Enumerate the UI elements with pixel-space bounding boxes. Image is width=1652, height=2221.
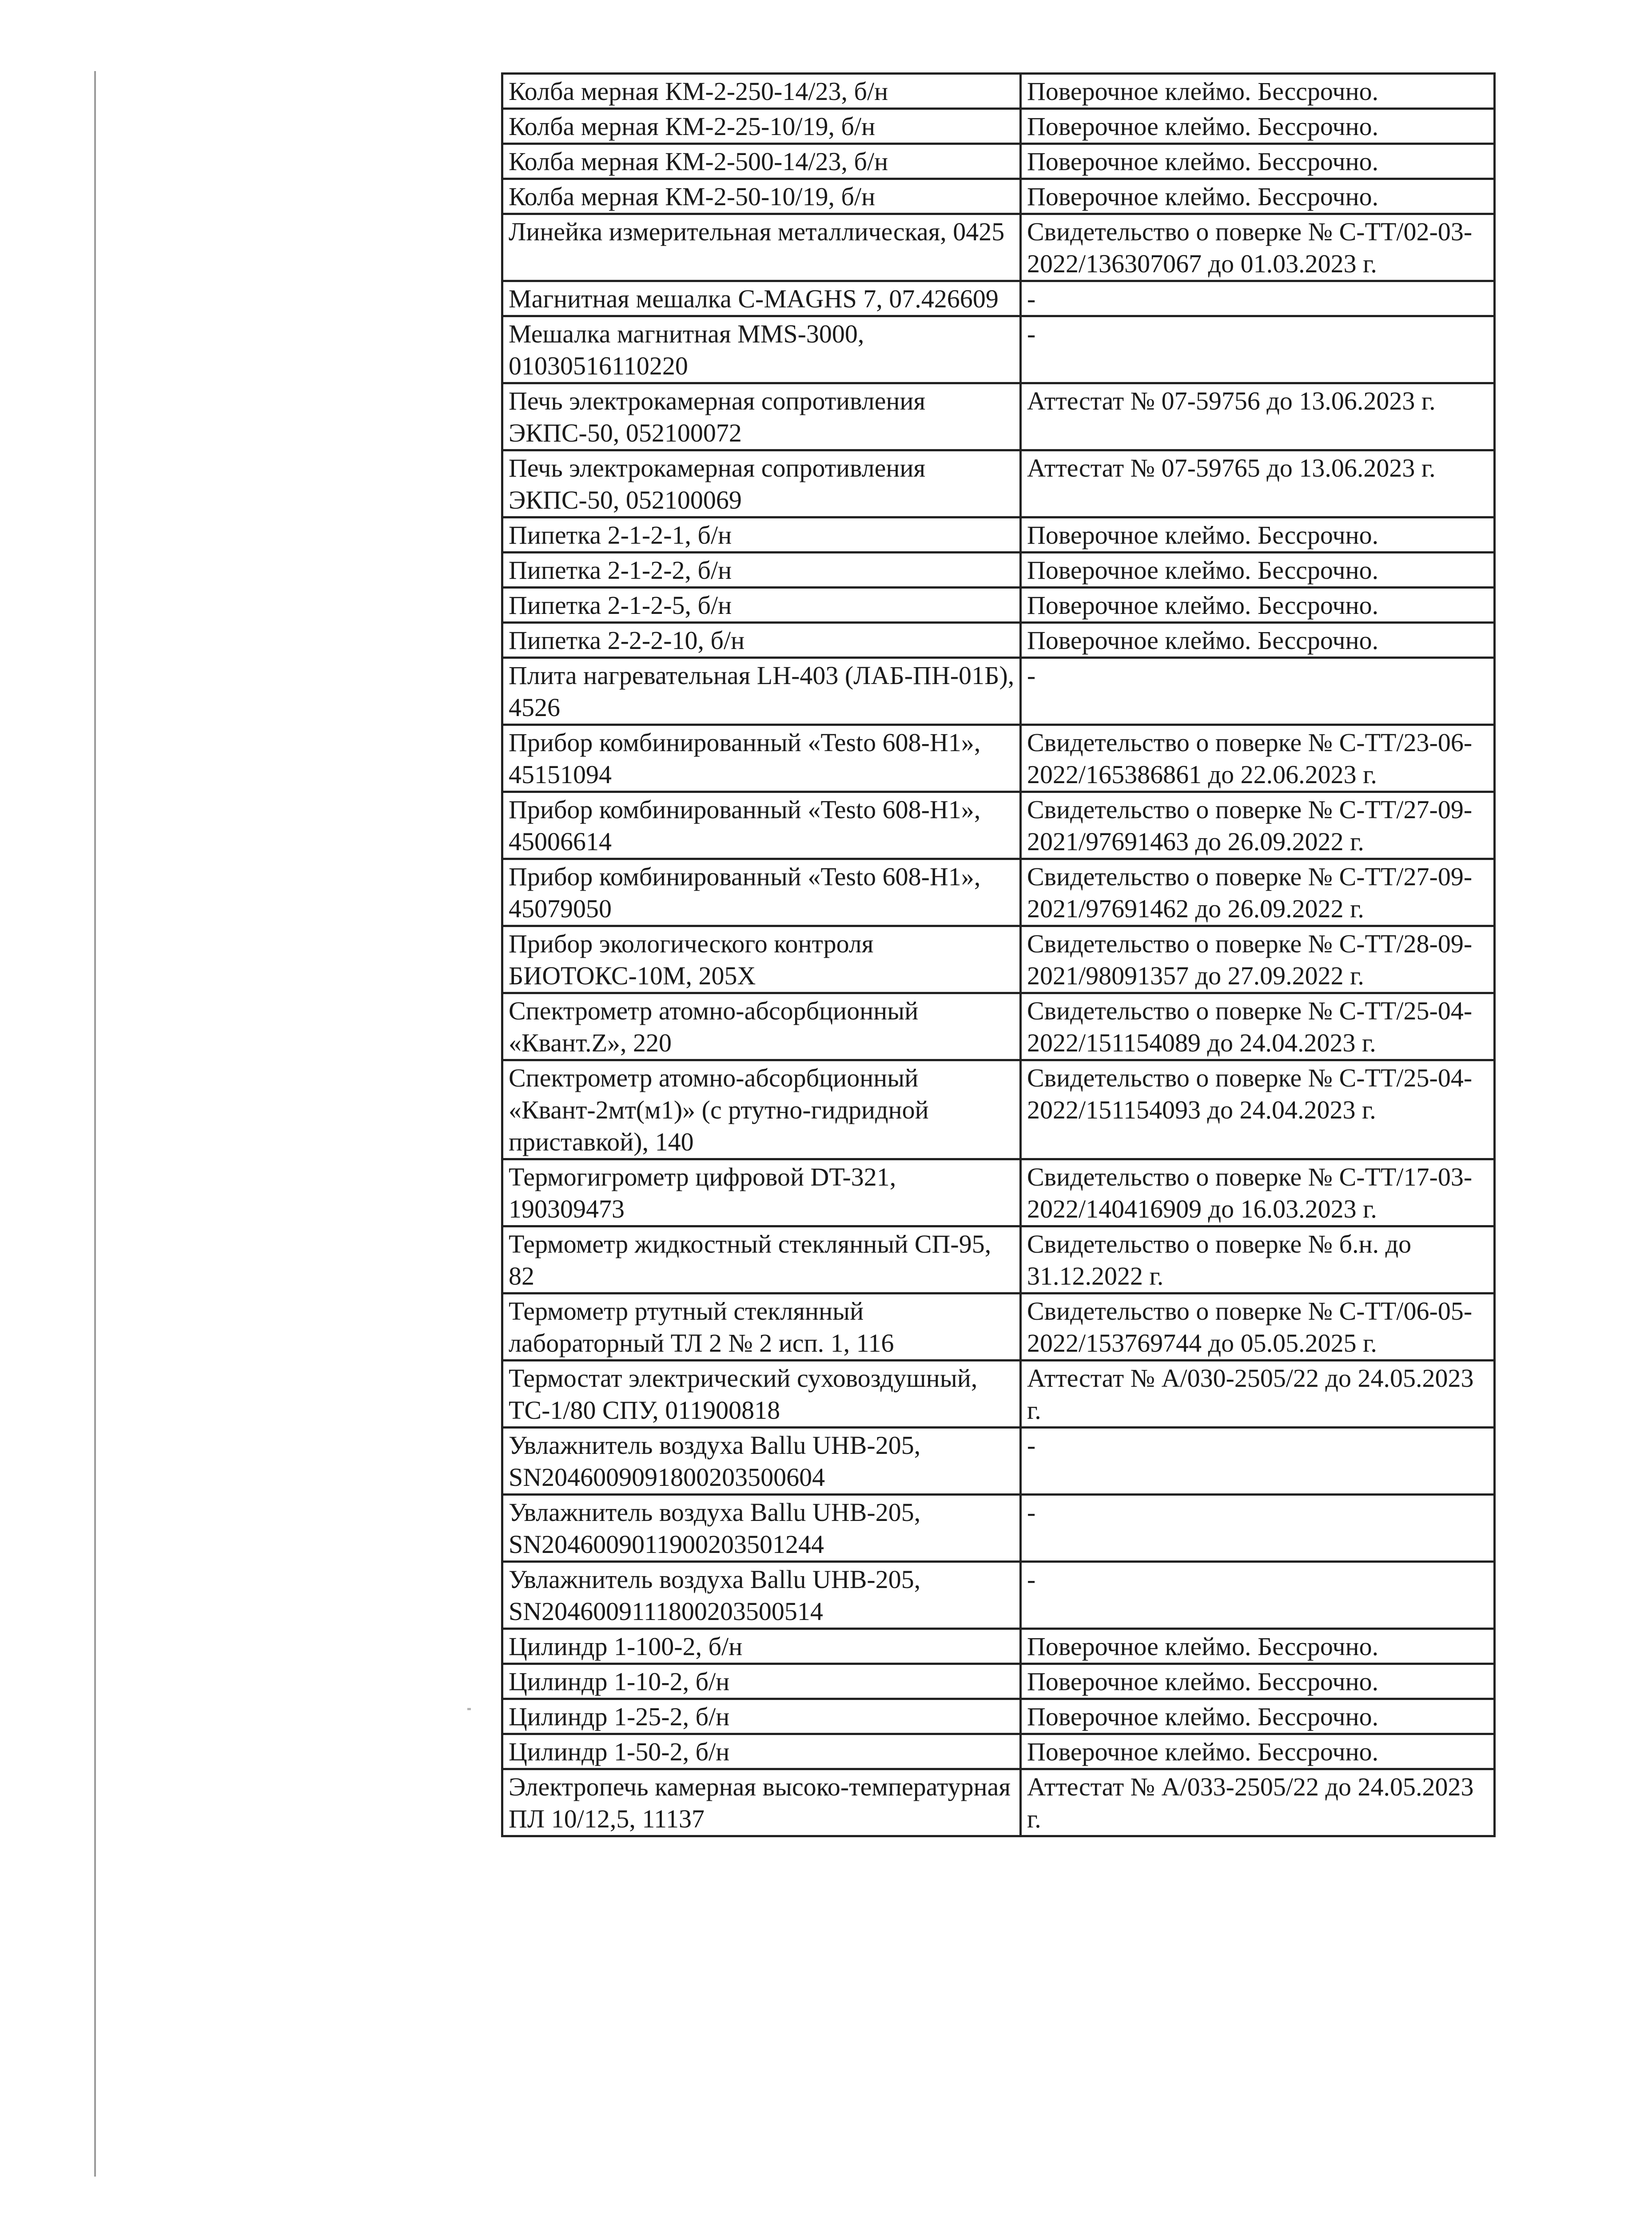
table-row (502, 281, 1495, 316)
equipment-name-cell: Мешалка магнитная MMS-3000, 01030516110220 (502, 316, 1021, 383)
table-row (502, 553, 1495, 588)
verification-doc-cell: Аттестат № 07-59756 до 13.06.2023 г. (1021, 383, 1495, 450)
verification-doc-cell: Свидетельство о поверке № С-ТТ/27-09-2021/97691463 до 26.09.2022 г. (1021, 792, 1495, 859)
table-row (502, 214, 1495, 281)
equipment-name-cell: Печь электрокамерная сопротивления ЭКПС-50, 052100072 (502, 383, 1021, 450)
equipment-name-cell: Пипетка 2-1-2-5, б/н (502, 588, 1021, 623)
verification-doc-cell: Аттестат № 07-59765 до 13.06.2023 г. (1021, 450, 1495, 517)
verification-doc-cell: Свидетельство о поверке № С-ТТ/02-03-2022/136307067 до 01.03.2023 г. (1021, 214, 1495, 281)
equipment-name-cell: Термометр ртутный стеклянный лабораторный ТЛ 2 № 2 исп. 1, 116 (502, 1294, 1021, 1361)
verification-doc-cell: - (1021, 281, 1495, 316)
table-row (502, 1664, 1495, 1699)
verification-doc-cell: Поверочное клеймо. Бессрочно. (1021, 553, 1495, 588)
verification-doc-cell: Поверочное клеймо. Бессрочно. (1021, 74, 1495, 109)
equipment-name-cell: Пипетка 2-1-2-1, б/н (502, 517, 1021, 553)
equipment-name-cell: Термостат электрический суховоздушный, ТС-1/80 СПУ, 011900818 (502, 1361, 1021, 1428)
verification-doc-cell: Свидетельство о поверке № С-ТТ/27-09-2021/97691462 до 26.09.2022 г. (1021, 859, 1495, 926)
table-row (502, 1428, 1495, 1495)
verification-doc-cell: Свидетельство о поверке № С-ТТ/17-03-2022/140416909 до 16.03.2023 г. (1021, 1159, 1495, 1226)
equipment-name-cell: Печь электрокамерная сопротивления ЭКПС-50, 052100069 (502, 450, 1021, 517)
table-row (502, 792, 1495, 859)
verification-doc-cell: - (1021, 658, 1495, 725)
table-row (502, 450, 1495, 517)
table-row (502, 1294, 1495, 1361)
table-row (502, 1361, 1495, 1428)
equipment-name-cell: Спектрометр атомно-абсорбционный «Квант-2мт(м1)» (с ртутно-гидридной приставкой), 140 (502, 1060, 1021, 1159)
verification-doc-cell: Аттестат № А/030-2505/22 до 24.05.2023 г. (1021, 1361, 1495, 1428)
verification-doc-cell: Свидетельство о поверке № С-ТТ/23-06-2022/165386861 до 22.06.2023 г. (1021, 725, 1495, 792)
verification-doc-cell: - (1021, 316, 1495, 383)
equipment-name-cell: Колба мерная КМ-2-25-10/19, б/н (502, 109, 1021, 144)
table-row (502, 179, 1495, 214)
equipment-table-body (502, 74, 1495, 1836)
table-row (502, 517, 1495, 553)
equipment-name-cell: Плита нагревательная LH-403 (ЛАБ-ПН-01Б), 4526 (502, 658, 1021, 725)
table-row (502, 1562, 1495, 1629)
equipment-name-cell: Увлажнитель воздуха Ballu UHB-205, SN204600909180020350060​4 (502, 1428, 1021, 1495)
equipment-name-cell: Цилиндр 1-100-2, б/н (502, 1629, 1021, 1664)
verification-doc-cell: Поверочное клеймо. Бессрочно. (1021, 588, 1495, 623)
verification-doc-cell: Свидетельство о поверке № С-ТТ/25-04-2022/151154089 до 24.04.2023 г. (1021, 993, 1495, 1060)
binding-margin-line (94, 71, 96, 2177)
equipment-name-cell: Спектрометр атомно-абсорбционный «Квант.Z», 220 (502, 993, 1021, 1060)
table-row (502, 1769, 1495, 1836)
table-row (502, 316, 1495, 383)
equipment-name-cell: Магнитная мешалка C-MAGHS 7, 07.426609 (502, 281, 1021, 316)
equipment-name-cell: Линейка измерительная металлическая, 0425 (502, 214, 1021, 281)
table-row (502, 1060, 1495, 1159)
verification-doc-cell: Поверочное клеймо. Бессрочно. (1021, 109, 1495, 144)
verification-doc-cell: Поверочное клеймо. Бессрочно. (1021, 623, 1495, 658)
verification-doc-cell: - (1021, 1562, 1495, 1629)
equipment-table (501, 72, 1496, 1837)
table-row (502, 859, 1495, 926)
verification-doc-cell: Поверочное клеймо. Бессрочно. (1021, 1629, 1495, 1664)
verification-doc-cell: - (1021, 1428, 1495, 1495)
table-row (502, 993, 1495, 1060)
verification-doc-cell: Поверочное клеймо. Бессрочно. (1021, 1734, 1495, 1769)
table-row (502, 144, 1495, 179)
table-row (502, 1495, 1495, 1562)
equipment-name-cell: Увлажнитель воздуха Ballu UHB-205, SN204600901190020350124​4 (502, 1495, 1021, 1562)
equipment-name-cell: Цилиндр 1-10-2, б/н (502, 1664, 1021, 1699)
equipment-name-cell: Электропечь камерная высоко-температурная ПЛ 10/12,5, 11137 (502, 1769, 1021, 1836)
verification-doc-cell: Поверочное клеймо. Бессрочно. (1021, 179, 1495, 214)
table-row (502, 588, 1495, 623)
verification-doc-cell: Свидетельство о поверке № С-ТТ/28-09-2021/98091357 до 27.09.2022 г. (1021, 926, 1495, 993)
verification-doc-cell: Поверочное клеймо. Бессрочно. (1021, 1664, 1495, 1699)
equipment-name-cell: Колба мерная КМ-2-500-14/23, б/н (502, 144, 1021, 179)
equipment-name-cell: Термометр жидкостный стеклянный СП-95, 82 (502, 1226, 1021, 1294)
table-row (502, 1629, 1495, 1664)
equipment-name-cell: Пипетка 2-2-2-10, б/н (502, 623, 1021, 658)
equipment-name-cell: Прибор комбинированный «Testo 608-H1», 45006614 (502, 792, 1021, 859)
table-row (502, 383, 1495, 450)
table-row (502, 725, 1495, 792)
scan-mark (467, 1708, 471, 1710)
verification-doc-cell: Свидетельство о поверке № б.н. до 31.12.2022 г. (1021, 1226, 1495, 1294)
verification-doc-cell: Свидетельство о поверке № С-ТТ/25-04-2022/151154093 до 24.04.2023 г. (1021, 1060, 1495, 1159)
equipment-name-cell: Пипетка 2-1-2-2, б/н (502, 553, 1021, 588)
table-row (502, 1699, 1495, 1734)
equipment-name-cell: Колба мерная КМ-2-250-14/23, б/н (502, 74, 1021, 109)
table-row (502, 109, 1495, 144)
equipment-name-cell: Цилиндр 1-50-2, б/н (502, 1734, 1021, 1769)
equipment-name-cell: Прибор комбинированный «Testo 608-H1», 45079050 (502, 859, 1021, 926)
table-row (502, 1226, 1495, 1294)
table-row (502, 926, 1495, 993)
equipment-name-cell: Термогигрометр цифровой DT-321, 190309473 (502, 1159, 1021, 1226)
table-row (502, 74, 1495, 109)
table-row (502, 623, 1495, 658)
table-row (502, 1734, 1495, 1769)
verification-doc-cell: Поверочное клеймо. Бессрочно. (1021, 517, 1495, 553)
verification-doc-cell: Поверочное клеймо. Бессрочно. (1021, 1699, 1495, 1734)
equipment-name-cell: Увлажнитель воздуха Ballu UHB-205, SN204600911180020350051​4 (502, 1562, 1021, 1629)
verification-doc-cell: Аттестат № А/033-2505/22 до 24.05.2023 г. (1021, 1769, 1495, 1836)
verification-doc-cell: Свидетельство о поверке № С-ТТ/06-05-2022/153769744 до 05.05.2025 г. (1021, 1294, 1495, 1361)
verification-doc-cell: - (1021, 1495, 1495, 1562)
table-row (502, 658, 1495, 725)
equipment-name-cell: Прибор экологического контроля БИОТОКС-10М, 205Х (502, 926, 1021, 993)
equipment-name-cell: Колба мерная КМ-2-50-10/19, б/н (502, 179, 1021, 214)
equipment-name-cell: Прибор комбинированный «Testo 608-H1», 45151094 (502, 725, 1021, 792)
equipment-name-cell: Цилиндр 1-25-2, б/н (502, 1699, 1021, 1734)
table-row (502, 1159, 1495, 1226)
verification-doc-cell: Поверочное клеймо. Бессрочно. (1021, 144, 1495, 179)
